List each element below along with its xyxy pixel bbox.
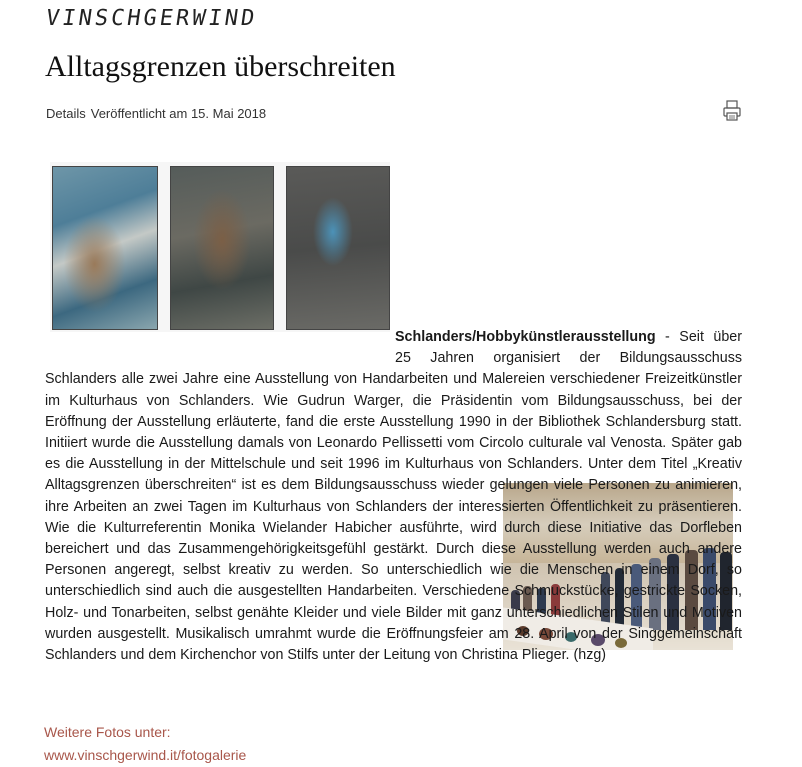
printer-icon[interactable] [722, 100, 742, 122]
details-label: Details [46, 106, 86, 121]
more-photos [44, 721, 246, 767]
published-date: Veröffentlicht am 15. Mai 2018 [90, 106, 267, 121]
site-logo[interactable]: VINSCHGERWIND [44, 6, 259, 31]
gallery-link[interactable]: www.vinschgerwind.it/fotogalerie [44, 747, 247, 763]
article-text: - Seit über 25 Jahren organisiert der Bildungsausschuss Schlanders alle zwei Jahre eine Ausstellung von Handarbeiten und Malereien verschiedener Freizeitkünstler im Kulturhaus von Schlanders. Wie Gudrun Warger, die Präsidentin vom Bildungsausschuss, bei der Eröffnung der Ausstellung erläuterte, fand die erste Ausstellung 1990 in der Bibliothek Schlandersburg statt. Initiiert wurde die Ausstellung damals von Leonardo Pellissetti vom Circolo culturale val Venosta. Später gab es die Ausstellung in der Mittelschule und seit 1996 im Kulturhaus von Schlanders. Unter dem Titel „Kreativ Alltagsgrenzen überschreiten“ ist es dem Bildungsausschuss wieder gelungen viele Personen zu animieren, ihre Arbeiten an zwei Tagen im Kulturhaus von Schlanders der interessierten Öffentlichkeit zu präsentieren. Wie die Kulturreferentin Monika Wielander Habicher ausführte, wird durch diese Initiative das Dorfleben bereichert und das Zusammengehörigkeitsgefühl gestärkt. Durch diese Ausstellung werden auch andere Personen angeregt, selbst kreativ zu werden. So unterschiedlich wie die Menschen in einem Dorf, so unterschiedlich sind auch die ausgestellten Handarbeiten. Verschiedene Schmuckstücke, gestrickte Socken, Holz- und Tonarbeiten, selbst genähte Kleider und viele Bilder mit ganz unterschiedlichen Stilen und Motiven wurden ausgestellt. Musikalisch umrahmt wurde die Eröffnungsfeier am 28. April von der Singgemeinschaft Schlanders und dem Kirchenchor von Stilfs unter der Leitung von Christina Plieger. (hzg) [45, 329, 742, 664]
more-photos-label: Weitere Fotos unter: [44, 724, 171, 740]
float-spacer-paintings [45, 153, 395, 349]
article-meta [46, 106, 271, 121]
float-spacer-photo [504, 157, 742, 327]
article-title: Alltagsgrenzen überschreiten [45, 50, 396, 83]
article-body [45, 153, 742, 666]
article-lead: Schlanders/Hobbykünstlerausstellung [395, 329, 656, 345]
